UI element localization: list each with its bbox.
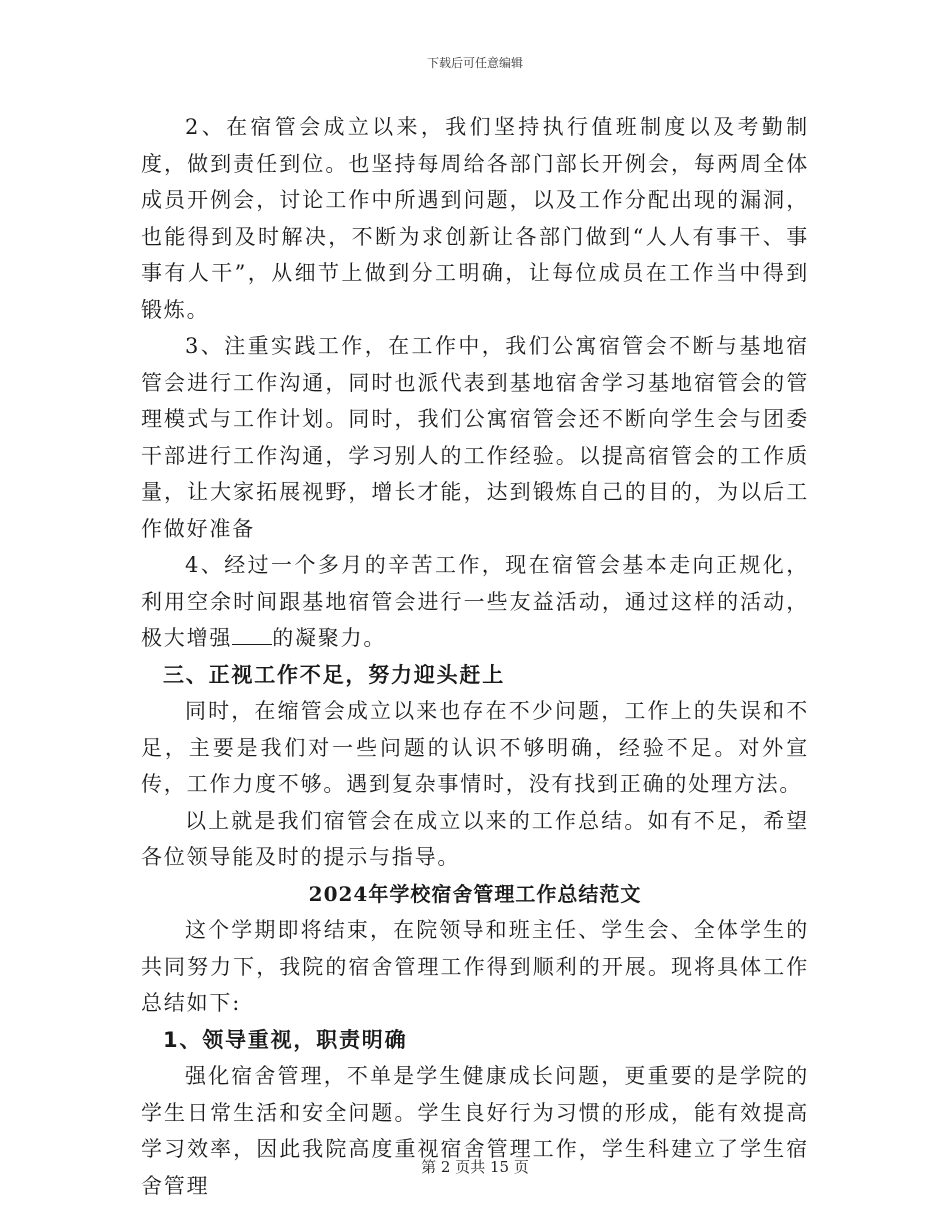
blank-underline xyxy=(232,626,272,645)
paragraph-problems: 同时，在缩管会成立以来也存在不少问题，工作上的失误和不足，主要是我们对一些问题的认识不够明确，经验不足。对外宣传，工作力度不够。遇到复杂事情时，没有找到正确的处理方法。 xyxy=(141,699,809,796)
paragraph-regularization xyxy=(141,547,809,657)
paragraph-intro: 这个学期即将结束，在院领导和班主任、学生会、全体学生的共同努力下，我院的宿舍管理工作得到顺利的开展。现将具体工作总结如下: xyxy=(141,918,809,1015)
section-heading-shortcomings: 三、正视工作不足，努力迎头赶上 xyxy=(163,662,505,687)
paragraph-management: 强化宿舍管理，不单是学生健康成长问题，更重要的是学院的学生日常生活和安全问题。学生良好行为习惯的形成，能有效提高学习效率，因此我院高度重视宿舍管理工作，学生科建立了学生宿舍管理 xyxy=(141,1064,809,1198)
page-header: 下载后可任意编辑 xyxy=(426,56,523,70)
section-heading-leadership: 1、领导重视，职责明确 xyxy=(163,1027,408,1052)
paragraph-text: 4、经过一个多月的辛苦工作，现在宿管会基本走向正规化，利用空余时间跟基地宿管会进行一些友益活动，通过这样的活动，极大增强 xyxy=(141,553,809,650)
paragraph-duty-system: 2、在宿管会成立以来，我们坚持执行值班制度以及考勤制度，做到责任到位。也坚持每周给各部门部长开例会，每两周全体成员开例会，讨论工作中所遇到问题，以及工作分配出现的漏洞，也能得到及时解决，不断为求创新让各部门做到“人人有事干、事事有人干”，从细节上做到分工明确，让每位成员在工作当中得到锻炼。 xyxy=(141,115,809,322)
paragraph-conclusion: 以上就是我们宿管会在成立以来的工作总结。如有不足，希望各位领导能及时的提示与指导。 xyxy=(141,808,809,869)
document-title: 2024年学校宿舍管理工作总结范文 xyxy=(308,881,642,906)
paragraph-practice-work: 3、注重实践工作，在工作中，我们公寓宿管会不断与基地宿管会进行工作沟通，同时也派代表到基地宿舍学习基地宿管会的管理模式与工作计划。同时，我们公寓宿管会还不断向学生会与团委干部进行工作沟通，学习别人的工作经验。以提高宿管会的工作质量，让大家拓展视野，增长才能，达到锻炼自己的目的，为以后工作做好准备 xyxy=(141,334,809,541)
page-number: 第 2 页共 15 页 xyxy=(421,1158,529,1176)
document-body xyxy=(141,109,809,1204)
paragraph-text: 的凝聚力。 xyxy=(272,626,387,650)
